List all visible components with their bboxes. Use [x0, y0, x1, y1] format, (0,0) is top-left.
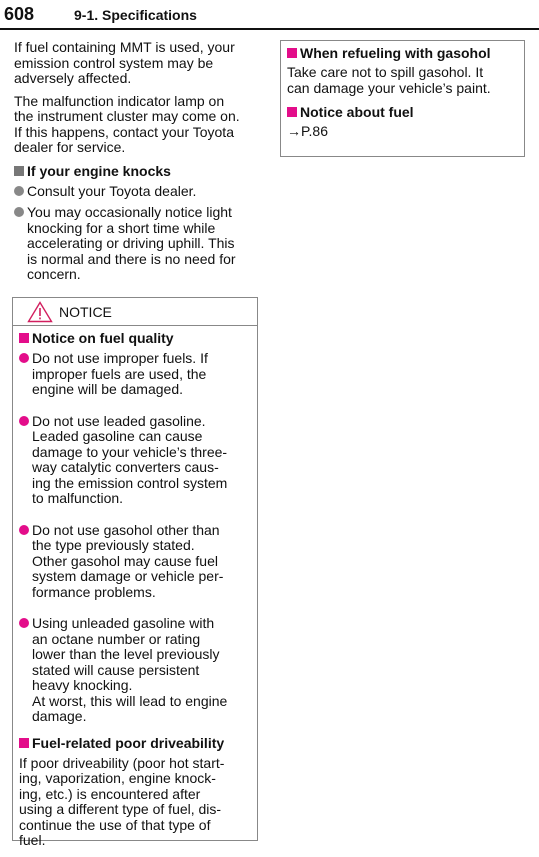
notice-title-bar	[13, 298, 257, 326]
page-reference-link[interactable]: →P.86	[287, 123, 328, 139]
pink-bullet-icon	[19, 618, 29, 628]
notice-body	[19, 330, 251, 856]
warning-triangle-icon	[27, 301, 53, 328]
notice-bullet-item	[19, 414, 251, 507]
pink-bullet-icon	[19, 353, 29, 363]
knock-bullet-item	[14, 205, 259, 283]
fuel-quality-heading-text: Notice on fuel quality	[32, 330, 174, 346]
driveability-heading-text: Fuel-related poor driveability	[32, 734, 225, 751]
gray-square-icon	[14, 166, 24, 176]
engine-knocks-heading-text: If your engine knocks	[27, 162, 171, 179]
fuel-notice-heading-text: Notice about fuel	[300, 104, 414, 120]
notice-label: NOTICE	[59, 304, 112, 320]
gasohol-heading-text: When refueling with gasohol	[300, 45, 491, 61]
pink-square-icon	[19, 738, 29, 748]
gray-bullet-icon	[14, 207, 24, 217]
driveability-paragraph: If poor driveability (poor hot start- ing, vaporization, engine knock- ing, etc.) is encountered after using a different type of fuel, dis- continue the use of that type of fuel.	[19, 754, 225, 848]
notice-bullet-text: Using unleaded gasoline with an octane number or rating lower than the level previously stated will cause persistent heavy knocking. At worst, this will lead to engine damage.	[32, 615, 228, 724]
section-title: 9-1. Specifications	[74, 7, 197, 23]
notice-bullet-text: Do not use gasohol other than the type previously stated. Other gasohol may cause fuel system damage or vehicle per- formance problems.	[32, 521, 224, 600]
pink-square-icon	[287, 107, 297, 117]
header-rule	[0, 28, 539, 30]
knock-bullet-item	[14, 184, 259, 200]
fuel-quality-heading	[19, 330, 251, 346]
notice-box	[12, 297, 258, 848]
mmt-paragraph: If fuel containing MMT is used, your emission control system may be adversely affected.	[14, 39, 235, 86]
left-column	[14, 40, 259, 289]
pink-square-icon	[19, 333, 29, 343]
pink-bullet-icon	[19, 525, 29, 535]
page-header	[0, 0, 539, 30]
gray-bullet-icon	[14, 186, 24, 196]
notice-bullet-text: Do not use leaded gasoline. Leaded gasoline can cause damage to your vehicle’s three- way catalytic converters caus- ing the emission control system to malfunction.	[32, 412, 228, 506]
notice-bullet-item	[19, 351, 251, 398]
pink-square-icon	[287, 48, 297, 58]
engine-knocks-heading	[14, 163, 259, 179]
fuel-notice-heading	[287, 104, 518, 120]
malfunction-lamp-paragraph: The malfunction indicator lamp on the instrument cluster may come on. If this happens, contact your Toyota dealer for service.	[14, 92, 240, 155]
gasohol-paragraph: Take care not to spill gasohol. It can damage your vehicle’s paint.	[287, 64, 491, 96]
knock-bullet-text: You may occasionally notice light knocking for a short time while accelerating or driving uphill. This is normal and there is no need for concern.	[27, 204, 236, 282]
pink-bullet-icon	[19, 416, 29, 426]
driveability-heading	[19, 735, 251, 751]
page-number: 608	[4, 4, 35, 24]
gasohol-heading	[287, 45, 518, 61]
knock-bullet-text: Consult your Toyota dealer.	[27, 182, 197, 199]
notice-bullet-text: Do not use improper fuels. If improper fuels are used, the engine will be damaged.	[32, 350, 208, 397]
notice-bullet-item	[19, 523, 251, 601]
refuel-info-box	[280, 40, 525, 157]
notice-bullet-item	[19, 616, 251, 725]
